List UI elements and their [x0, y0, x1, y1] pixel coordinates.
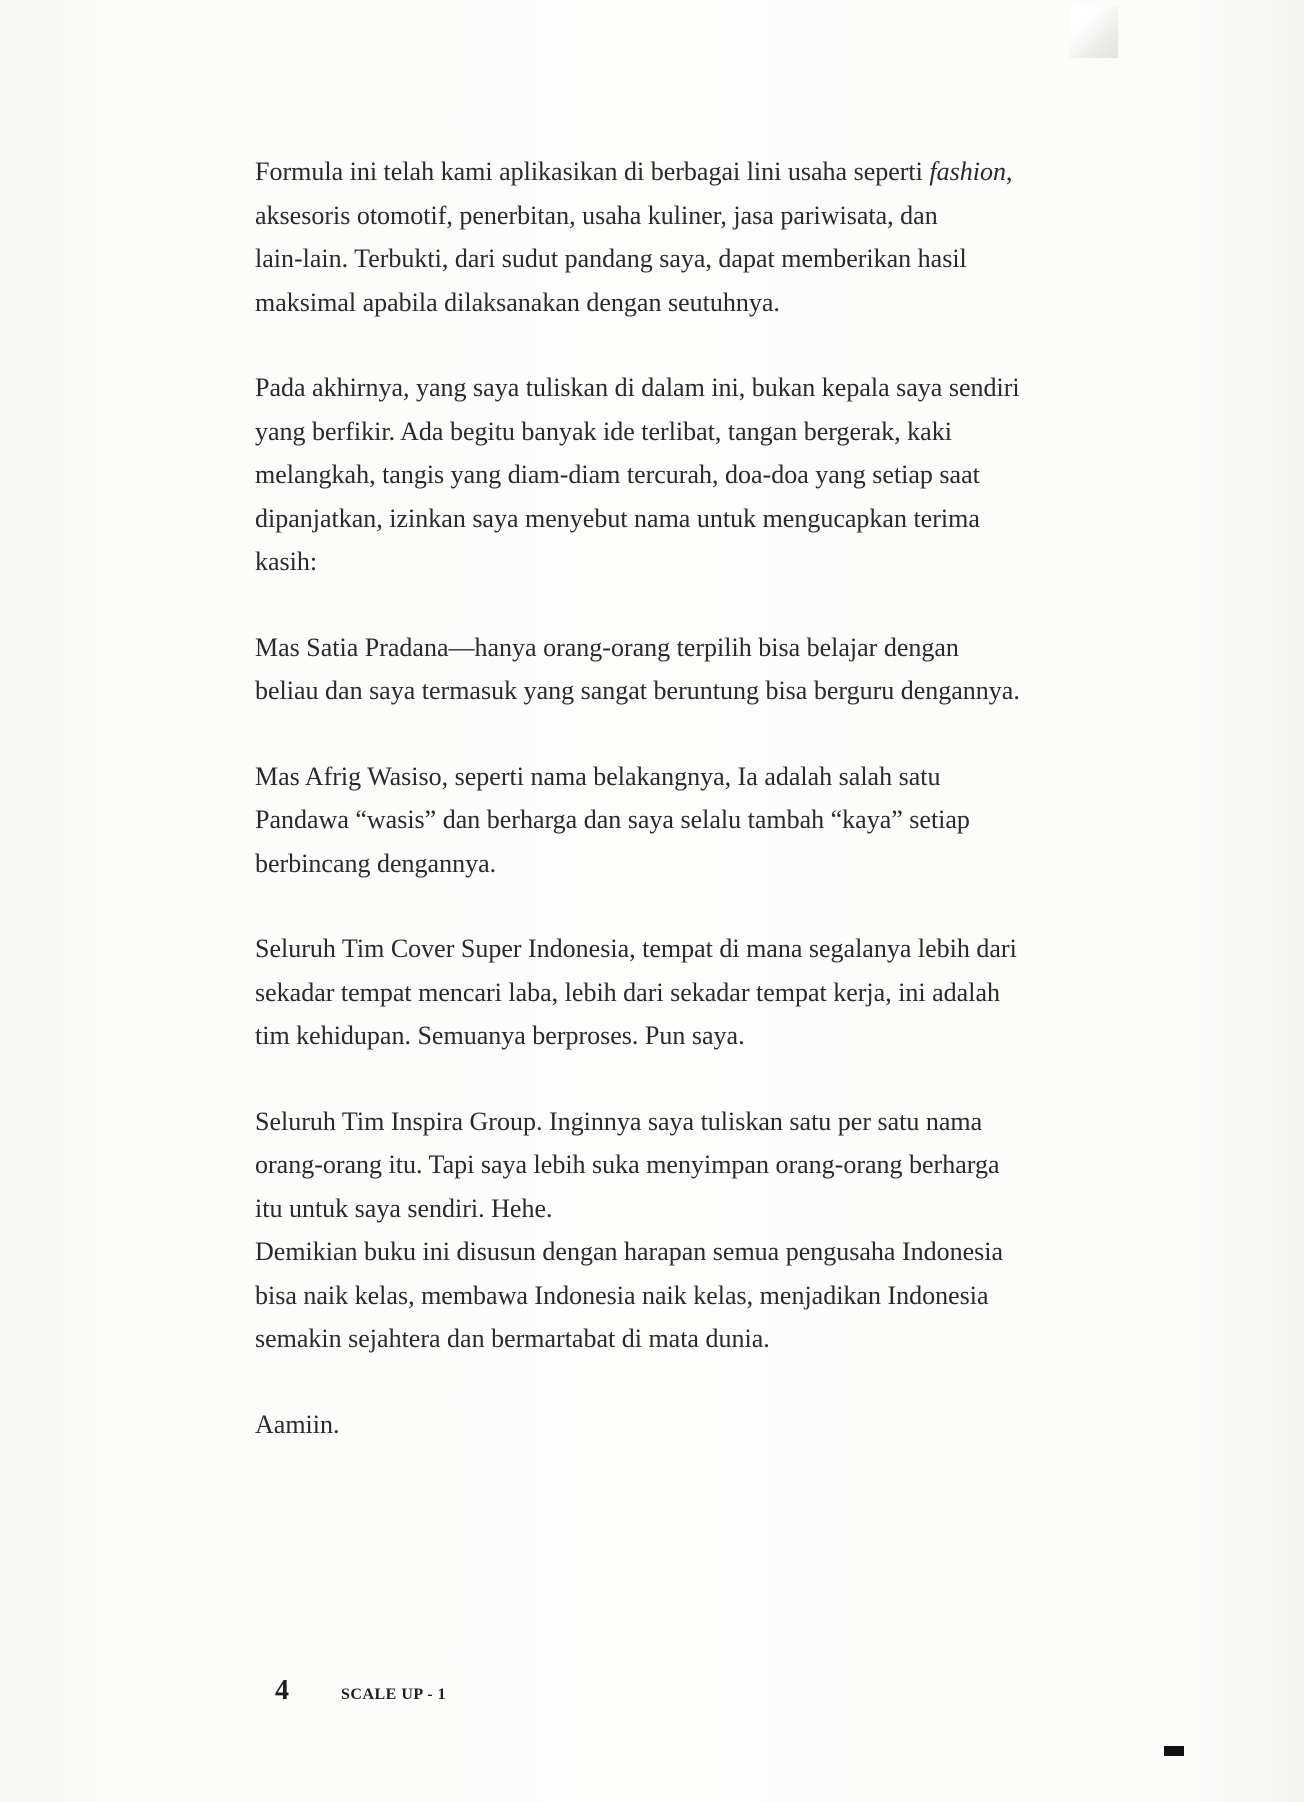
paragraph-formula-end: , aksesoris otomotif, penerbitan, usaha kuliner, jasa pariwisata, dan lain-lain. Terbukti, dari sudut pandang saya, dapat memberikan hasil maksimal apabila dilaksanakan dengan seutuhnya. [255, 157, 1013, 317]
paragraph-closing-hope: Demikian buku ini disusun dengan harapan semua pengusaha Indonesia bisa naik kelas, membawa Indonesia naik kelas, menjadikan Indonesia semakin sejahtera dan bermartabat di mata dunia. [255, 1237, 1004, 1353]
paragraph-acknowledgement-intro: Pada akhirnya, yang saya tuliskan di dalam ini, bukan kepala saya sendiri yang berfikir. Ada begitu banyak ide terlibat, tangan bergerak, kaki melangkah, tangis yang diam-diam tercurah, doa-doa yang setiap saat dipanjatkan, izinkan saya menyebut nama untuk mengucapkan terima kasih: [255, 373, 1020, 576]
page-number: 4 [275, 1675, 289, 1706]
paragraph-thanks-inspira: Seluruh Tim Inspira Group. Inginnya saya tuliskan satu per satu nama orang-orang itu. Tapi saya lebih suka menyimpan orang-orang berharga itu untuk saya sendiri. Hehe. [255, 1106, 1000, 1223]
paragraph-aamiin: Aamiin. [255, 1409, 340, 1439]
paragraph-thanks-afrig: Mas Afrig Wasiso, seperti nama belakangnya, Ia adalah salah satu Pandawa “wasis” dan berharga dan saya selalu tambah “kaya” setiap berbincang dengannya. [255, 761, 970, 878]
paragraph-formula [255, 150, 1115, 324]
running-title: SCALE UP - 1 [341, 1686, 447, 1703]
paragraph-formula-start: Formula ini telah kami aplikasikan di berbagai lini usaha seperti [255, 157, 930, 186]
paragraph-thanks-satia: Mas Satia Pradana—hanya orang-orang terpilih bisa belajar dengan beliau dan saya termasuk yang sangat beruntung bisa berguru dengannya. [255, 632, 1020, 705]
body-text [255, 150, 1115, 1488]
paragraph-thanks-cover-super: Seluruh Tim Cover Super Indonesia, tempat di mana segalanya lebih dari sekadar tempat mencari laba, lebih dari sekadar tempat kerja, ini adalah tim kehidupan. Semuanya berproses. Pun saya. [255, 934, 1017, 1050]
page-footer [275, 1675, 446, 1707]
italic-term-fashion: fashion [929, 157, 1006, 186]
scan-mark [1164, 1746, 1184, 1756]
page-corner-shadow [1070, 6, 1118, 58]
